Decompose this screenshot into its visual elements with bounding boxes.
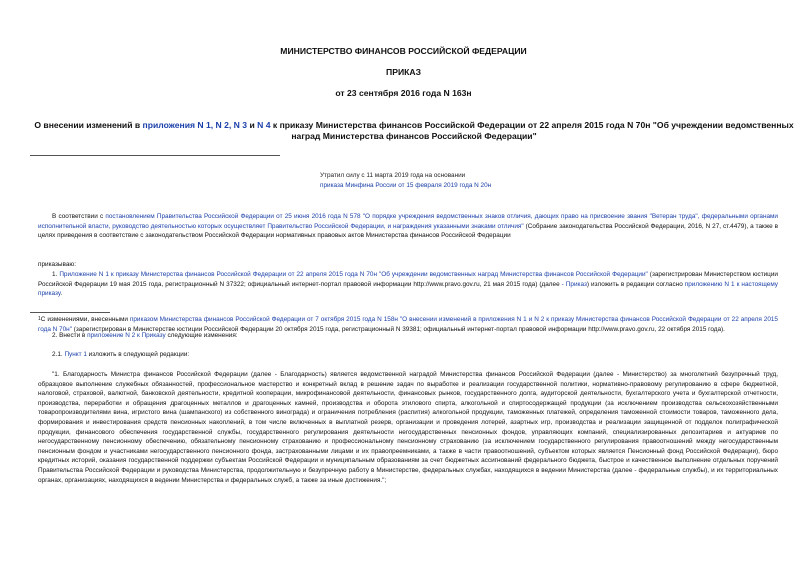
ministry-heading: МИНИСТЕРСТВО ФИНАНСОВ РОССИЙСКОЙ ФЕДЕРАЦИИ: [280, 46, 527, 56]
doc-type-heading: ПРИКАЗ: [386, 67, 421, 77]
item2-link-appendix[interactable]: приложение N 2 к Приказу: [87, 332, 166, 339]
item1-text-a: 1.: [52, 271, 60, 278]
paragraph-item-2: [38, 331, 778, 341]
footnote-link-order[interactable]: приказом Министерства финансов Российской Федерации от 7 октября 2015 года N 158н "О внесении изменений в приложения N 1 и N 2 к приказу Министерства финансов Российской Федерации от 22 апреля 2015 года N 70н": [38, 316, 778, 333]
preamble-text-a: В соответствии с: [52, 213, 106, 220]
title-suffix: к приказу Министерства финансов Российской Федерации от 22 апреля 2015 года N 70н "Об учреждении ведомственных наград Министерства финансов Российской Федерации": [270, 120, 794, 141]
item1-text-b: (зарегистрирован Министерством юстиции Российской Федерации 19 мая 2015 года, регистрационный N 37322; официальный интернет-портал правовой информации http://www.pravo.gov.ru, 21 мая 2015 года) (далее: [38, 271, 778, 288]
item1-link-appendix[interactable]: Приложение N 1 к приказу Министерства финансов Российской Федерации от 22 апреля 2015 года N 70н "Об учреждении ведомственных наград Министерства финансов Российской Федерации": [59, 271, 648, 278]
separator-line: [30, 155, 280, 156]
item1-link-order[interactable]: - Приказ: [561, 280, 587, 288]
item1-link-annex[interactable]: приложению N 1 к настоящему приказу: [38, 280, 778, 298]
footnote-text-b: (зарегистрирован в Министерстве юстиции Российской Федерации 20 октября 2015 года, регистрационный N 39381; официальный интернет-портал правовой информации http://www.pravo.gov.ru, 22 октября 2015 года).: [71, 325, 725, 333]
item2-text-a: 2. Внести в: [52, 332, 88, 339]
title-link-appendices[interactable]: приложения N 1, N 2, N 3: [142, 120, 248, 130]
preamble-link-resolution[interactable]: постановлением Правительства Российской Федерации от 25 июня 2016 года N 578 "О порядке учреждения ведомственных знаков отличия, дающих право на присвоение звания "Ветеран труда", федеральными органами исполнительной власти, руководство деятельностью которых осуществляет Правительство Российской Федерации, и награждения указанными знаками отличия": [38, 213, 778, 230]
paragraph-preamble: [38, 212, 778, 241]
paragraph-item-1: [38, 270, 778, 299]
item1-text-d: .: [60, 290, 63, 298]
footnote-text-a: С изменениями, внесенными: [40, 316, 130, 323]
date-number-heading: от 23 сентября 2016 года N 163н: [335, 88, 472, 98]
paragraph-item-2-1: [38, 350, 778, 360]
preamble-text-b: (Собрание законодательства Российской Федерации, 2016, N 27, ст.4479), а также в целях приведения в соответствие с законодательством Российской Федерации нормативных правовых актов Министерства финансов Российской Федерации: [38, 222, 778, 240]
paragraph-quoted-point-1: "1. Благодарность Министра финансов Российской Федерации (далее - Благодарность) является ведомственной наградой Министерства финансов Российской Федерации (далее - Министерство) за многолетний безупречный труд, образцовое выполнение служебных обязанностей, профессиональное мастерство и конкретный вклад в решение задач по выработке и реализации государственной политики, нормативно-правовому регулированию в сфере бюджетной, налоговой, страховой, валютной, банковской деятельности, кредитной кооперации, микрофинансовой деятельности, финансовых рынков, государственного долга, аудиторской деятельности, бухгалтерского учета и бухгалтерской отчетности, производства, переработки и обращения драгоценных металлов и драгоценных камней, производства и оборота этилового спирта, алкогольной и спиртосодержащей продукции (за исключением производства сельскохозяйственными товаропроизводителями вина, игристого вина (шампанского) из собственного винограда) и ограничения потребления (распития) алкогольной продукции, таможенных платежей, определения таможенной стоимости товаров, таможенного дела, формирования и инвестирования средств пенсионных накоплений, в том числе включенных в выплатной резерв, организации и проведения лотерей, азартных игр, производства и реализации защищенной от подделок полиграфической продукции, финансового обеспечения государственной службы, государственного регулирования деятельности негосударственных пенсионных фондов, управляющих компаний, специализированных депозитариев и актуариев по негосударственному пенсионному обеспечению, обязательному пенсионному страхованию и профессиональному пенсионному страхованию (за исключением государственного регулирования правоотношений между негосударственным пенсионным фондом и участниками негосударственного пенсионного фонда, застрахованными лицами и их правопреемниками, а также в части правоотношений, субъектом которых является Пенсионный фонд Российской Федерации), бюро кредитных историй, оказания государственной поддержки субъектам Российской Федерации и муниципальным образованиям за счет бюджетных ассигнований федерального бюджета, быстрое и качественное выполнение отдельных поручений Правительства Российской Федерации и руководства Министерства, продолжительную и безупречную работу в Министерстве, федеральных службах, находящихся в ведении Министерства (далее - федеральные службы), и их территориальных органах, организациях, находящихся в ведении Министерства и федеральных служб, а также за иные достижения.";: [38, 371, 778, 484]
title-prefix: О внесении изменений в: [34, 120, 143, 130]
title-link-n4[interactable]: N 4: [257, 120, 271, 130]
lost-force-link[interactable]: приказа Минфина России от 15 февраля 2019 года N 20н: [320, 182, 492, 189]
item1-text-c: ) изложить в редакции согласно: [586, 280, 685, 288]
document-title: [30, 120, 798, 142]
footnote-mark: 1: [38, 316, 41, 322]
item21-text-a: 2.1.: [52, 351, 65, 358]
lost-force-note: [320, 171, 491, 191]
item21-text-b: изложить в следующей редакции:: [86, 351, 190, 358]
footnote-separator: [30, 312, 110, 313]
paragraph-order: приказываю:: [38, 261, 76, 268]
item2-text-b: следующие изменения:: [165, 332, 238, 339]
item21-link-point[interactable]: Пункт 1: [64, 351, 87, 358]
title-mid: и: [247, 120, 258, 130]
lost-force-line1: Утратил силу с 11 марта 2019 года на основании: [320, 172, 466, 179]
